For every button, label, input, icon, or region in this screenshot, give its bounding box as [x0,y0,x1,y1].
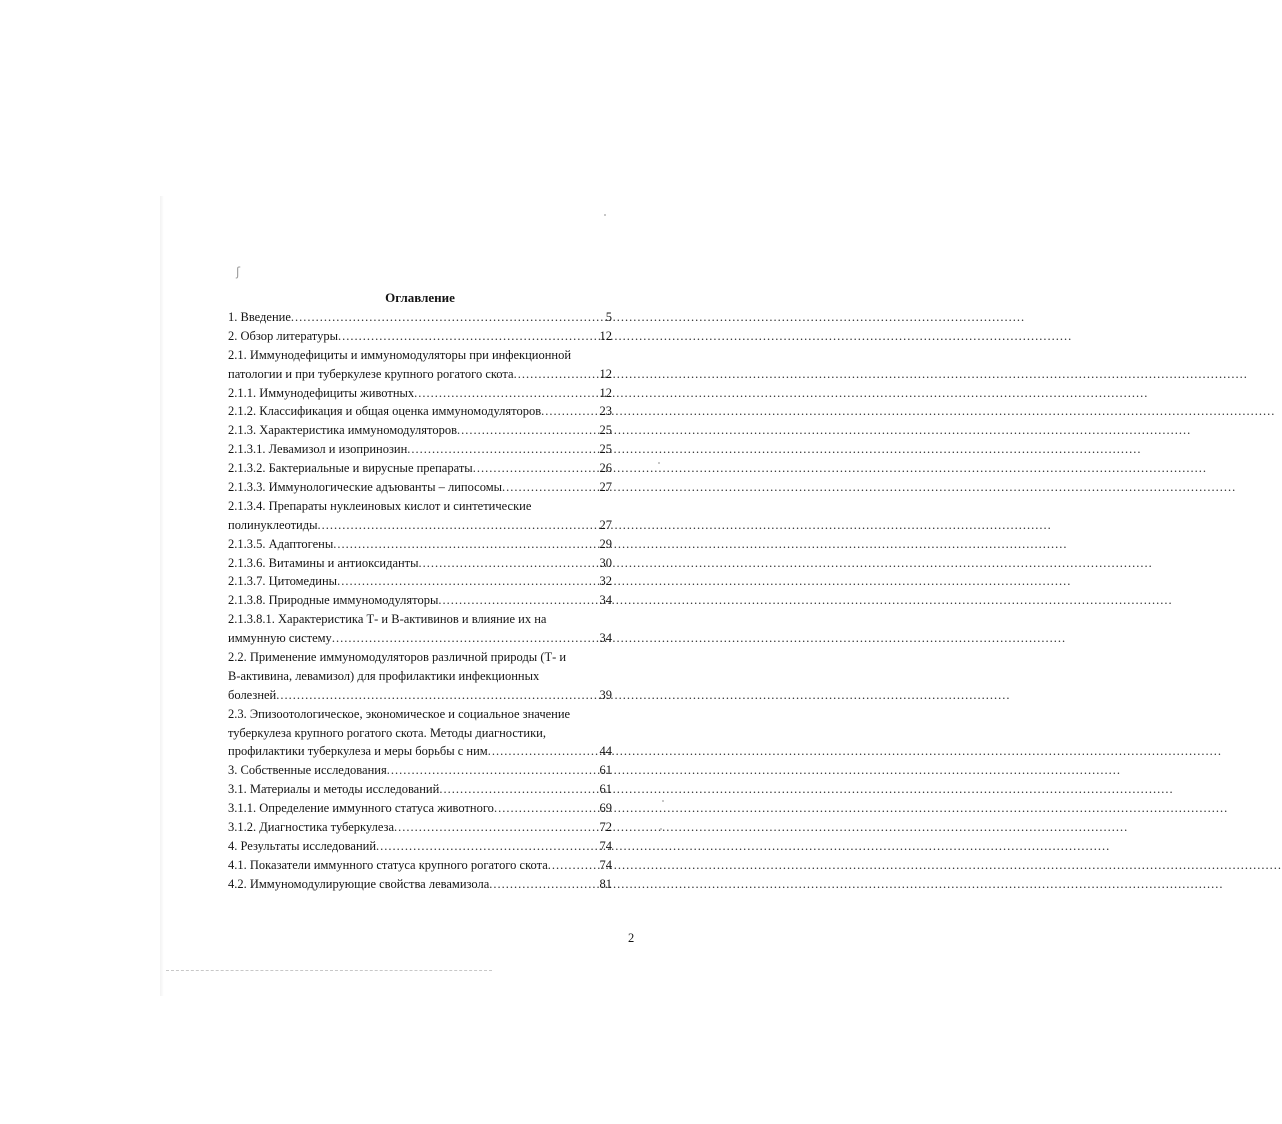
toc-entry [228,780,612,799]
toc-entry [228,440,612,459]
toc-entry [228,421,612,440]
toc-dot-leader [318,516,587,535]
toc-entry-text: туберкулеза крупного рогатого скота. Методы диагностики, [228,725,546,740]
toc-entry-text: 2.1.3.2. Бактериальные и вирусные препараты [228,461,473,476]
toc-page-number: 81 [599,876,612,891]
toc-entry [228,402,612,421]
toc-entry [228,572,612,591]
toc-entry-text: профилактики туберкулеза и меры борьбы с ним [228,744,488,759]
toc-page-number: 69 [599,801,612,816]
toc-page-number: 61 [599,782,612,797]
toc-entry-line [228,761,612,780]
toc-dot-leader [489,875,586,894]
toc-entry [228,478,612,497]
toc-entry-text: 2.1.3.8.1. Характеристика Т- и В-активинов и влияние их на [228,612,547,627]
toc-entry-text: 2.1.3. Характеристика иммуномодуляторов [228,423,457,438]
toc-page-number: 12 [599,328,612,343]
toc-entry-line-continued [228,724,612,743]
toc-dot-leader [376,837,586,856]
scan-shadow [160,196,164,996]
toc-entry-text: 2.1.3.5. Адаптогены [228,536,334,551]
toc-entry-line [228,572,612,591]
toc-entry-line [228,478,612,497]
toc-entry [228,818,612,837]
toc-entry [228,384,612,403]
toc-entry [228,648,612,705]
toc-entry [228,554,612,573]
toc-entry-text: 2.1.1. Иммунодефициты животных [228,385,415,400]
toc-entry-text: иммунную систему [228,631,332,646]
toc-entry-line [228,308,612,327]
toc-entry-line [228,837,612,856]
toc-entry [228,610,612,648]
toc-page-number: 74 [599,838,612,853]
scan-artifact-mark: ʃ [236,265,241,279]
toc-entry-line-continued [228,648,612,667]
toc-title: Оглавление [385,290,455,305]
toc-dot-leader [541,402,586,421]
table-of-contents [228,308,612,894]
toc-page-number: 27 [599,517,612,532]
toc-entry-line [228,856,612,875]
toc-entry-text: 2.1.3.6. Витамины и антиоксиданты [228,555,419,570]
toc-entry-text: В-активина, левамизол) для профилактики инфекционных [228,668,540,683]
toc-entry-text: 4. Результаты исследований [228,838,377,853]
toc-entry-line-continued [228,346,612,365]
toc-dot-leader [276,686,586,705]
toc-page-number: 32 [599,574,612,589]
toc-entry [228,837,612,856]
toc-entry-line [228,327,612,346]
toc-entry-line [228,459,612,478]
footer-rule [166,970,492,971]
toc-entry [228,308,612,327]
toc-entry [228,875,612,894]
toc-page-number: 29 [599,536,612,551]
toc-page-number: 12 [599,385,612,400]
toc-dot-leader [291,308,586,327]
toc-dot-leader [548,856,586,875]
toc-page-number: 34 [599,593,612,608]
toc-page-number: 61 [599,763,612,778]
toc-entry-text: 2. Обзор литературы [228,328,338,343]
toc-page-number: 26 [599,461,612,476]
toc-entry-line [228,516,612,535]
toc-entry-text: 3.1.2. Диагностика туберкулеза [228,820,395,835]
toc-page-number: 25 [599,423,612,438]
toc-page-number: 30 [599,555,612,570]
toc-entry-text: 2.1.3.7. Цитомедины [228,574,338,589]
toc-entry-text: полинуклеотиды [228,517,318,532]
toc-dot-leader [514,365,586,384]
toc-entry-line-continued [228,667,612,686]
toc-entry-text: 2.1.3.4. Препараты нуклеиновых кислот и синтетические [228,498,532,513]
toc-entry-line [228,686,612,705]
toc-entry [228,346,612,384]
toc-entry-text: 2.1. Иммунодефициты и иммуномодуляторы при инфекционной [228,347,572,362]
toc-entry-line [228,591,612,610]
toc-entry [228,535,612,554]
toc-entry [228,591,612,610]
toc-entry-line [228,535,612,554]
toc-entry-text: 2.3. Эпизоотологическое, экономическое и социальное значение [228,706,571,721]
toc-page-number: 27 [599,480,612,495]
toc-entry-line [228,440,612,459]
toc-entry-line [228,402,612,421]
toc-dot-leader [457,421,586,440]
toc-dot-leader [332,629,586,648]
toc-entry-text: 3.1.1. Определение иммунного статуса животного [228,801,494,816]
toc-page-number: 25 [599,442,612,457]
toc-entry [228,705,612,762]
toc-entry-text: 2.1.2. Классификация и общая оценка иммуномодуляторов [228,404,542,419]
toc-page-number: 74 [599,857,612,872]
toc-entry-text: 3.1. Материалы и методы исследований [228,782,440,797]
toc-entry [228,459,612,478]
toc-entry [228,497,612,535]
toc-entry-text: 2.1.3.1. Левамизол и изопринозин [228,442,408,457]
toc-page-number: 12 [599,366,612,381]
toc-page-number: 39 [599,687,612,702]
toc-dot-leader [419,554,586,573]
toc-entry-text: 3. Собственные исследования [228,763,387,778]
toc-dot-leader [494,799,586,818]
toc-entry-line [228,365,612,384]
toc-entry [228,799,612,818]
toc-entry-text: патологии и при туберкулезе крупного рогатого скота [228,366,514,381]
toc-entry-line-continued [228,705,612,724]
toc-dot-leader [502,478,586,497]
toc-entry-line [228,384,612,403]
toc-dot-leader [488,742,586,761]
toc-dot-leader [338,327,586,346]
toc-entry [228,856,612,875]
toc-dot-leader [394,818,586,837]
toc-dot-leader [473,459,586,478]
toc-page-number: 44 [599,744,612,759]
toc-entry [228,761,612,780]
toc-dot-leader [439,780,586,799]
toc-dot-leader [333,535,586,554]
toc-entry-line-continued [228,497,612,516]
toc-entry-line [228,799,612,818]
toc-entry-line [228,875,612,894]
toc-dot-leader [387,761,586,780]
toc-dot-leader [407,440,586,459]
toc-entry-text: болезней [228,687,277,702]
toc-entry-line [228,629,612,648]
toc-entry-line-continued [228,610,612,629]
toc-entry-text: 2.1.3.8. Природные иммуномодуляторы [228,593,439,608]
toc-dot-leader [438,591,586,610]
toc-entry-text: 4.1. Показатели иммунного статуса крупного рогатого скота [228,857,548,872]
toc-entry [228,327,612,346]
toc-dot-leader [414,384,586,403]
toc-entry-text: 2.1.3.3. Иммунологические адъюванты – липосомы [228,480,503,495]
toc-entry-line [228,780,612,799]
page-number: 2 [628,931,635,945]
toc-entry-line [228,421,612,440]
toc-page-number: 34 [599,631,612,646]
toc-entry-line [228,742,612,761]
toc-entry-text: 1. Введение [228,310,291,324]
toc-page-number: 72 [599,820,612,835]
toc-entry-text: 2.2. Применение иммуномодуляторов различной природы (Т- и [228,650,567,665]
toc-page-number: 5 [605,310,612,324]
toc-entry-text: 4.2. Иммуномодулирующие свойства левамизола [228,876,490,891]
toc-dot-leader [337,572,586,591]
scan-speck [604,214,606,216]
toc-page-number: 23 [599,404,612,419]
toc-entry-line [228,818,612,837]
toc-entry-line [228,554,612,573]
